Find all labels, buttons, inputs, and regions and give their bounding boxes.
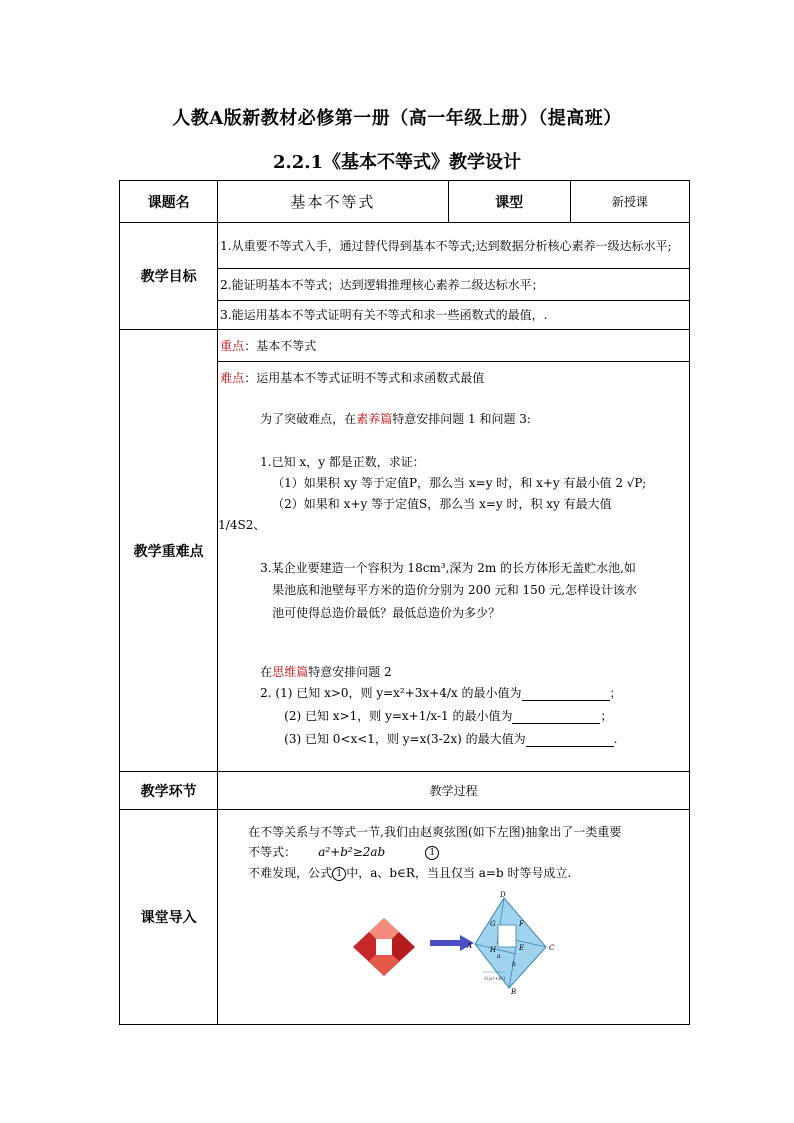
zhao-shuang-diagram-image <box>349 914 419 979</box>
intro-line-2 <box>248 843 439 860</box>
answer-blank[interactable] <box>526 734 614 747</box>
document-subtitle <box>0 148 794 174</box>
question-text: (3) 已知 0<x<1，则 y=x(3-2x) 的最大值为 <box>284 732 526 746</box>
question-2-2 <box>284 707 612 724</box>
topic-label: 课题名 <box>120 181 218 223</box>
lesson-type-label: 课型 <box>448 181 570 223</box>
segment-label: b <box>512 961 517 968</box>
svg-text:√(a²+b²): √(a²+b²) <box>484 976 506 982</box>
point-label: E <box>519 944 525 952</box>
point-label: F <box>519 920 525 928</box>
focus-tag: 重点 <box>220 339 245 353</box>
paragraph-suyang <box>260 410 531 427</box>
answer-blank[interactable] <box>512 711 600 724</box>
keypoints-label: 教学重难点 <box>120 330 218 772</box>
intro-text: 不难发现，公式 <box>248 866 333 880</box>
highlight-text: 思维篇 <box>272 665 309 679</box>
question-2-3 <box>284 730 617 747</box>
intro-line-1: 在不等关系与不等式一节,我们由赵爽弦图(如下左图)抽象出了一类重要 <box>248 825 622 839</box>
topic-value: 基本不等式 <box>218 181 448 223</box>
highlight-text: 素养篇 <box>356 412 393 426</box>
section-number: 2.2.1 <box>272 152 324 173</box>
question-text: 2. (1) 已知 x>0，则 y=x²+3x+4/x 的最小值为 <box>260 686 522 700</box>
difficulty-tag: 难点 <box>220 371 245 385</box>
objective-item: 2.能证明基本不等式；达到逻辑推理核心素养二级达标水平； <box>218 269 690 301</box>
question-text: (2) 已知 x>1，则 y=x+1/x-1 的最小值为 <box>284 709 513 723</box>
lesson-type-value: 新授课 <box>570 181 689 223</box>
objective-row-1 <box>120 223 690 269</box>
difficulty-line <box>220 369 484 386</box>
question-3-line3: 池可使得总造价最低？最低总造价为多少？ <box>272 606 501 620</box>
process-label: 教学环节 <box>120 772 218 810</box>
paragraph-text: 在 <box>260 665 273 679</box>
paragraph-text: 为了突破难点，在 <box>260 412 357 426</box>
point-label: H <box>490 946 497 954</box>
document-title: 人教A版新教材必修第一册（高一年级上册）（提高班） <box>172 108 622 129</box>
difficulty-text: ：运用基本不等式证明不等式和求函数式最值 <box>244 371 485 385</box>
topic-row <box>120 181 690 223</box>
point-label: B <box>511 988 517 994</box>
point-label: C <box>549 944 555 952</box>
punctuation: ； <box>600 709 613 723</box>
intro-line-3 <box>248 864 571 881</box>
objective-item: 1.从重要不等式入手，通过替代得到基本不等式;达到数据分析核心素养一级达标水平; <box>218 223 690 269</box>
focus-cell <box>218 330 690 362</box>
intro-text: 中，a、b∈R，当且仅当 a=b 时等号成立. <box>346 866 572 880</box>
difficulty-cell <box>218 362 690 772</box>
lesson-plan-table <box>119 180 690 1025</box>
formula-number: 1 <box>425 846 439 860</box>
focus-row <box>120 330 690 362</box>
paragraph-text: 特意安排问题 2 <box>308 665 392 679</box>
section-title: 《基本不等式》教学设计 <box>323 152 522 173</box>
process-value: 教学过程 <box>218 772 690 810</box>
process-header-row <box>120 772 690 810</box>
point-label: A <box>467 942 473 950</box>
segment-label: a <box>497 953 501 960</box>
geometry-diagram <box>467 890 563 994</box>
point-label: D <box>500 891 506 899</box>
question-1a: （1）如果积 xy 等于定值P，那么当 x=y 时，和 x+y 有最小值 2 √P; <box>272 476 647 490</box>
question-1b: （2）如果和 x+y 等于定值S，那么当 x=y 时，积 xy 有最大值 <box>272 497 612 511</box>
objectives-label: 教学目标 <box>120 223 218 330</box>
formula-number: 1 <box>332 867 346 881</box>
question-1-head: 1.已知 x，y 都是正数，求证： <box>260 455 425 469</box>
answer-blank[interactable] <box>522 688 610 701</box>
inequality-formula: a²+b²≥2ab <box>318 845 386 859</box>
question-2-1 <box>260 684 621 701</box>
question-3-line1: 3.某企业要建造一个容积为 18cm³,深为 2m 的长方体形无盖贮水池,如 <box>260 561 636 575</box>
intro-text: 不等式： <box>248 845 297 859</box>
objective-item: 3.能运用基本不等式证明有关不等式和求一些函数式的最值，. <box>218 301 690 330</box>
point-label: G <box>490 920 496 928</box>
question-3-line2: 果池底和池壁每平方米的造价分别为 200 元和 150 元,怎样设计该水 <box>272 583 638 597</box>
intro-label: 课堂导入 <box>120 810 218 1025</box>
punctuation: ； <box>609 686 622 700</box>
intro-cell <box>218 810 690 1025</box>
paragraph-siwei <box>260 663 391 680</box>
punctuation: . <box>613 732 618 746</box>
intro-row <box>120 810 690 1025</box>
question-1b-continued: 1/4S2、 <box>218 518 266 532</box>
focus-text: ：基本不等式 <box>244 339 317 353</box>
paragraph-text: 特意安排问题 1 和问题 3: <box>392 412 531 426</box>
